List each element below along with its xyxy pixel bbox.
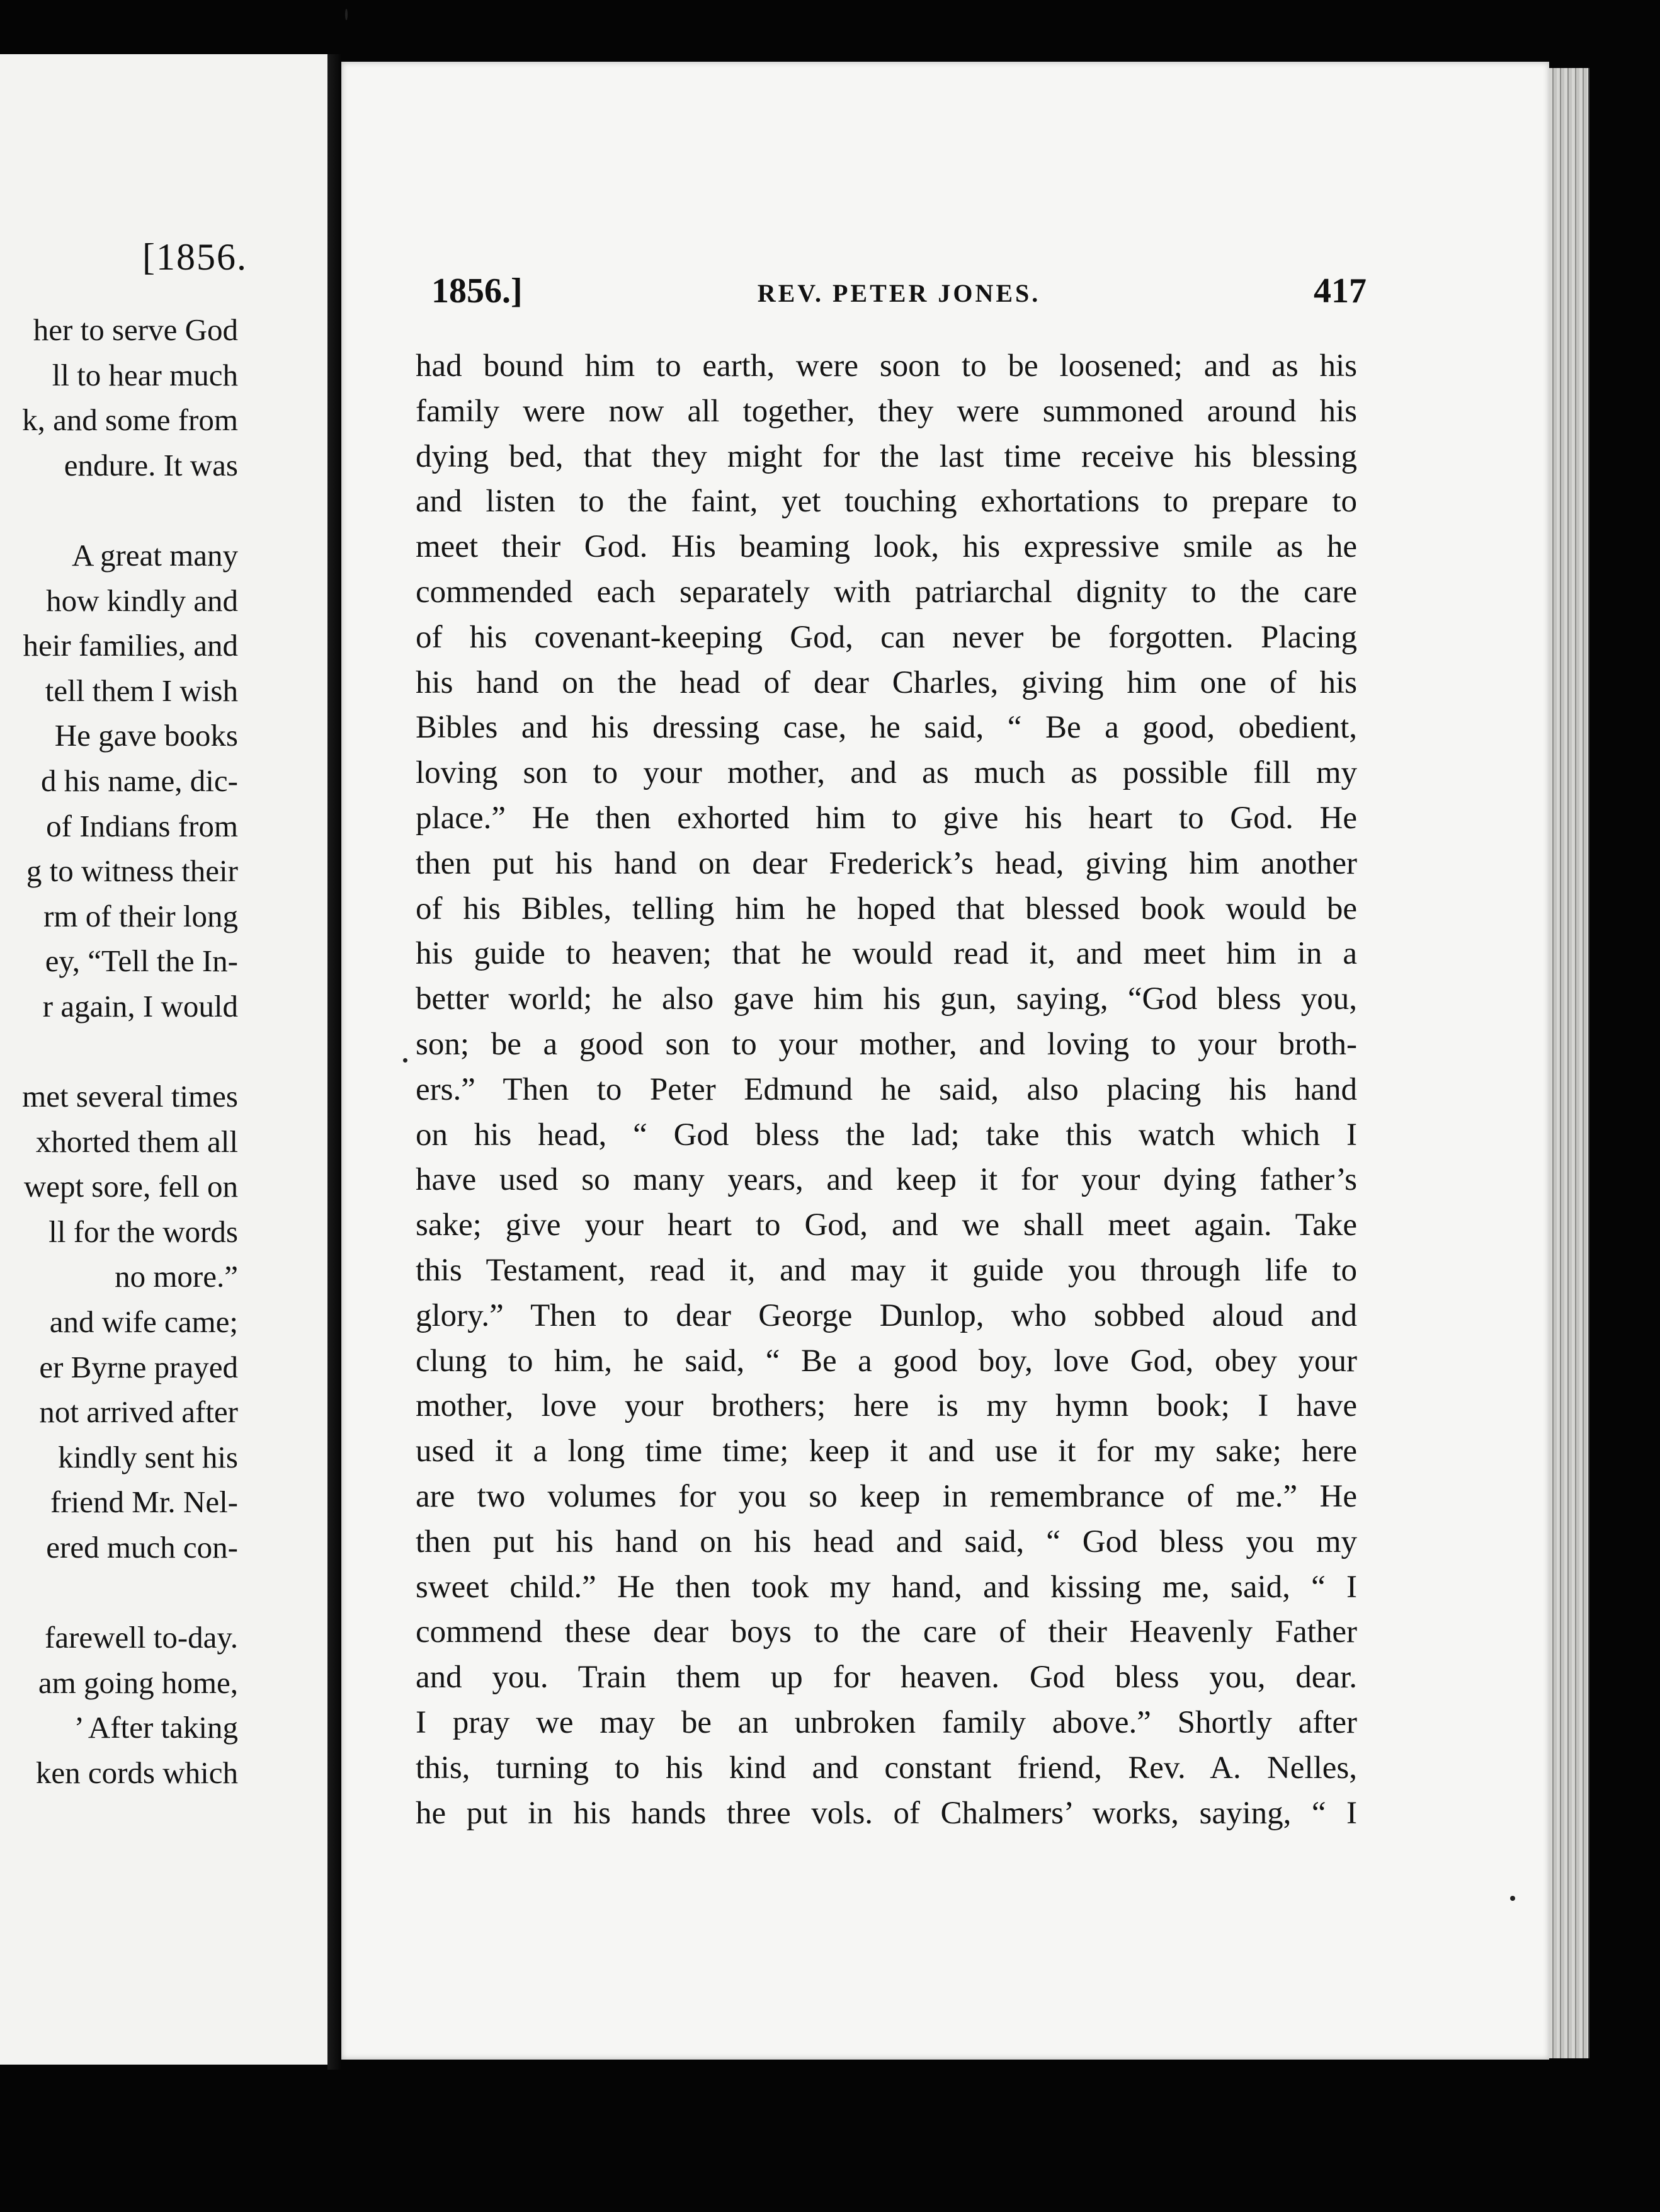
scan-speck bbox=[1510, 1896, 1515, 1901]
body-text bbox=[416, 344, 1357, 1836]
book-gutter bbox=[327, 54, 341, 2070]
text-line: his hand on the head of dear Charles, giving him one of his bbox=[416, 664, 1357, 700]
running-head-title: REV. PETER JONES. bbox=[757, 279, 1041, 307]
facing-page-line: xhorted them all bbox=[35, 1124, 238, 1159]
facing-page-line: g to witness their bbox=[26, 853, 238, 889]
facing-page-line: of Indians from bbox=[46, 808, 238, 843]
text-line: place.” He then exhorted him to give his heart to God. He bbox=[416, 800, 1357, 836]
facing-page-line: ken cords which bbox=[35, 1755, 238, 1790]
facing-page-line bbox=[0, 487, 238, 533]
text-line: then put his hand on his head and said, “ God bless you my bbox=[416, 1524, 1357, 1559]
scan-speck bbox=[345, 9, 348, 20]
text-line: sweet child.” He then took my hand, and kissing me, said, “ I bbox=[416, 1569, 1357, 1605]
facing-page-line: er Byrne prayed bbox=[39, 1349, 238, 1384]
facing-page-line: ll to hear much bbox=[52, 357, 238, 392]
facing-page-line: how kindly and bbox=[46, 583, 238, 618]
facing-page-line: farewell to-day. bbox=[45, 1620, 238, 1655]
text-line: loving son to your mother, and as much as possible fill my bbox=[416, 755, 1357, 791]
text-line: and you. Train them up for heaven. God bless you, dear. bbox=[416, 1660, 1357, 1696]
facing-page-line: ll for the words bbox=[48, 1214, 238, 1249]
text-line: family were now all together, they were summoned around his bbox=[416, 393, 1357, 429]
page-number: 417 bbox=[1314, 271, 1367, 311]
text-line: meet their God. His beaming look, his expressive smile as he bbox=[416, 529, 1357, 565]
running-head bbox=[431, 271, 1367, 315]
facing-page-line: endure. It was bbox=[64, 447, 238, 482]
facing-page-line: rm of their long bbox=[43, 898, 238, 933]
text-line: are two volumes for you so keep in remembrance of me.” He bbox=[416, 1478, 1357, 1514]
facing-page-line: no more.” bbox=[115, 1259, 238, 1294]
facing-page-line: r again, I would bbox=[42, 988, 238, 1023]
text-line: and listen to the faint, yet touching exhortations to prepare to bbox=[416, 484, 1357, 520]
text-line: sake; give your heart to God, and we shall meet again. Take bbox=[416, 1207, 1357, 1243]
text-line: have used so many years, and keep it for your dying father’s bbox=[416, 1162, 1357, 1198]
text-line: ers.” Then to Peter Edmund he said, also placing his hand bbox=[416, 1071, 1357, 1107]
page-edges bbox=[1549, 68, 1589, 2058]
text-line: commended each separately with patriarchal dignity to the care bbox=[416, 574, 1357, 610]
text-line: I pray we may be an unbroken family above.” Shortly after bbox=[416, 1704, 1357, 1740]
facing-page-line: am going home, bbox=[38, 1665, 238, 1700]
text-line: glory.” Then to dear George Dunlop, who sobbed aloud and bbox=[416, 1297, 1357, 1333]
text-line: his guide to heaven; that he would read it, and meet him in a bbox=[416, 936, 1357, 972]
text-line: son; be a good son to your mother, and loving to your broth- bbox=[416, 1026, 1357, 1062]
text-line: clung to him, he said, “ Be a good boy, love God, obey your bbox=[416, 1343, 1357, 1379]
facing-page-line: kindly sent his bbox=[58, 1439, 238, 1474]
text-line: of his covenant-keeping God, can never be forgotten. Placing bbox=[416, 619, 1357, 655]
facing-page-line: ered much con- bbox=[46, 1530, 238, 1565]
facing-page-line: tell them I wish bbox=[45, 673, 238, 708]
facing-page-line: not arrived after bbox=[39, 1394, 238, 1430]
facing-page-fragment bbox=[0, 54, 327, 2065]
text-line: this Testament, read it, and may it guide you through life to bbox=[416, 1252, 1357, 1288]
text-line: this, turning to his kind and constant friend, Rev. A. Nelles, bbox=[416, 1750, 1357, 1786]
facing-page-line: met several times bbox=[22, 1079, 238, 1114]
text-line: he put in his hands three vols. of Chalmers’ works, saying, “ I bbox=[416, 1795, 1357, 1831]
text-line: used it a long time time; keep it and use it for my sake; here bbox=[416, 1434, 1357, 1469]
facing-page-line: d his name, dic- bbox=[41, 763, 238, 798]
facing-page-line bbox=[0, 1029, 238, 1075]
facing-page-line: and wife came; bbox=[49, 1304, 238, 1340]
facing-page-line bbox=[0, 1570, 238, 1616]
facing-page-line: A great many bbox=[72, 537, 238, 573]
facing-page-header: [1856. bbox=[142, 236, 247, 278]
facing-page-line: k, and some from bbox=[22, 402, 238, 438]
facing-page-line: ’ After taking bbox=[74, 1710, 238, 1745]
facing-page-line: her to serve God bbox=[33, 312, 238, 347]
facing-page-line: wept sore, fell on bbox=[23, 1169, 238, 1204]
text-line: then put his hand on dear Frederick’s head, giving him another bbox=[416, 845, 1357, 881]
text-line: better world; he also gave him his gun, saying, “God bless you, bbox=[416, 981, 1357, 1017]
text-line: dying bed, that they might for the last time receive his blessing bbox=[416, 438, 1357, 474]
running-head-year: 1856.] bbox=[431, 271, 523, 311]
text-line: on his head, “ God bless the lad; take this watch which I bbox=[416, 1117, 1357, 1153]
text-line: of his Bibles, telling him he hoped that blessed book would be bbox=[416, 891, 1357, 926]
text-line: had bound him to earth, were soon to be loosened; and as his bbox=[416, 348, 1357, 384]
facing-page-line: heir families, and bbox=[23, 628, 238, 663]
facing-page-line: He gave books bbox=[54, 718, 238, 753]
text-line: commend these dear boys to the care of their Heavenly Father bbox=[416, 1614, 1357, 1650]
facing-page-line: friend Mr. Nel- bbox=[50, 1485, 238, 1520]
scan-speck bbox=[403, 1058, 407, 1063]
facing-page-text bbox=[0, 307, 238, 1796]
text-line: Bibles and his dressing case, he said, “ Be a good, obedient, bbox=[416, 710, 1357, 746]
facing-page-line: ey, “Tell the In- bbox=[45, 944, 238, 979]
text-line: mother, love your brothers; here is my hymn book; I have bbox=[416, 1388, 1357, 1424]
